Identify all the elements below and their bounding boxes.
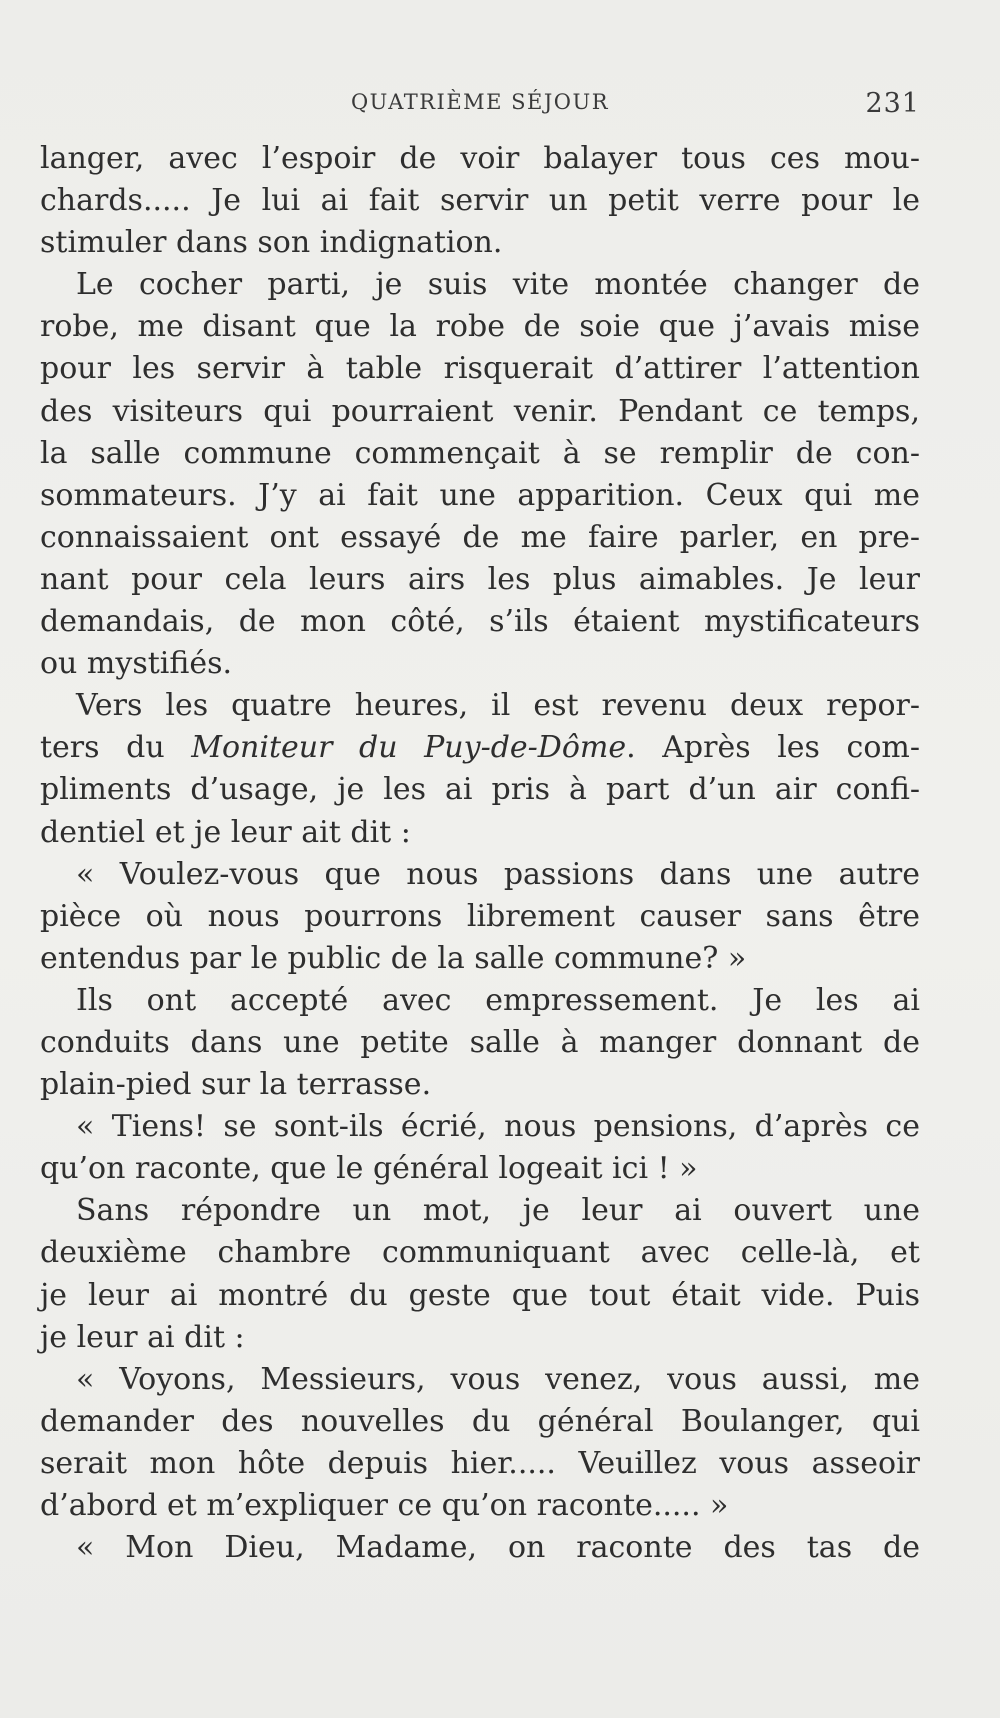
text-run: ters du [40,730,192,766]
text-line: chards..... Je lui ai fait servir un petit verre pour le [40,183,920,219]
text-line [40,727,920,769]
text-line: stimuler dans son indignation. [40,225,503,261]
text-run: . Après les com- [626,730,920,766]
text-line: conduits dans une petite salle à manger donnant de [40,1024,920,1060]
text-line: nant pour cela leurs airs les plus aimables. Je leur [40,561,920,597]
text-line: Ils ont accepté avec empressement. Je les ai [76,982,920,1018]
text-line: dentiel et je leur ait dit : [40,814,411,850]
text-line: demander des nouvelles du général Boulanger, qui [40,1403,920,1439]
text-line: « Tiens! se sont-ils écrié, nous pensions, d’après ce [76,1109,920,1145]
text-line: qu’on raconte, que le général logeait ici ! » [40,1151,698,1187]
text-line: « Voulez-vous que nous passions dans une autre [76,856,920,892]
text-line: ou mystifiés. [40,646,233,682]
body-text [40,138,920,1569]
text-line: des visiteurs qui pourraient venir. Pendant ce temps, [40,393,920,429]
text-line: deuxième chambre communiquant avec celle-là, et [40,1235,920,1271]
text-line: Sans répondre un mot, je leur ai ouvert une [76,1193,920,1229]
running-head [40,88,920,118]
page-number: 231 [865,88,920,119]
text-line: je leur ai montré du geste que tout était vide. Puis [40,1277,920,1313]
text-line: serait mon hôte depuis hier..... Veuillez vous asseoir [40,1445,920,1481]
text-line: pliments d’usage, je les ai pris à part d’un air confi- [40,772,920,808]
text-line: robe, me disant que la robe de soie que j’avais mise [40,309,920,345]
text-line: plain-pied sur la terrasse. [40,1067,432,1103]
text-line: pour les servir à table risquerait d’attirer l’attention [40,351,920,387]
text-line [40,685,920,727]
running-title: QUATRIÈME SÉJOUR [350,90,610,114]
italic-title: Moniteur du Puy-de-Dôme [191,730,627,766]
text-run: Vers les quatre heures, il est revenu deux repor- [76,688,920,724]
text-line: sommateurs. J’y ai fait une apparition. Ceux qui me [40,477,920,513]
text-line: pièce où nous pourrons librement causer sans être [40,898,920,934]
text-line: entendus par le public de la salle commune? » [40,940,747,976]
text-line: demandais, de mon côté, s’ils étaient mystificateurs [40,604,920,640]
text-line: Le cocher parti, je suis vite montée changer de [76,267,920,303]
text-line: la salle commune commençait à se remplir de con- [40,435,920,471]
text-line: « Voyons, Messieurs, vous venez, vous aussi, me [76,1361,920,1397]
text-line: connaissaient ont essayé de me faire parler, en pre- [40,519,920,555]
text-line: « Mon Dieu, Madame, on raconte des tas de [76,1530,920,1566]
text-line: d’abord et m’expliquer ce qu’on raconte..... » [40,1488,729,1523]
text-line: je leur ai dit : [40,1319,245,1355]
text-line: langer, avec l’espoir de voir balayer tous ces mou- [40,141,920,176]
